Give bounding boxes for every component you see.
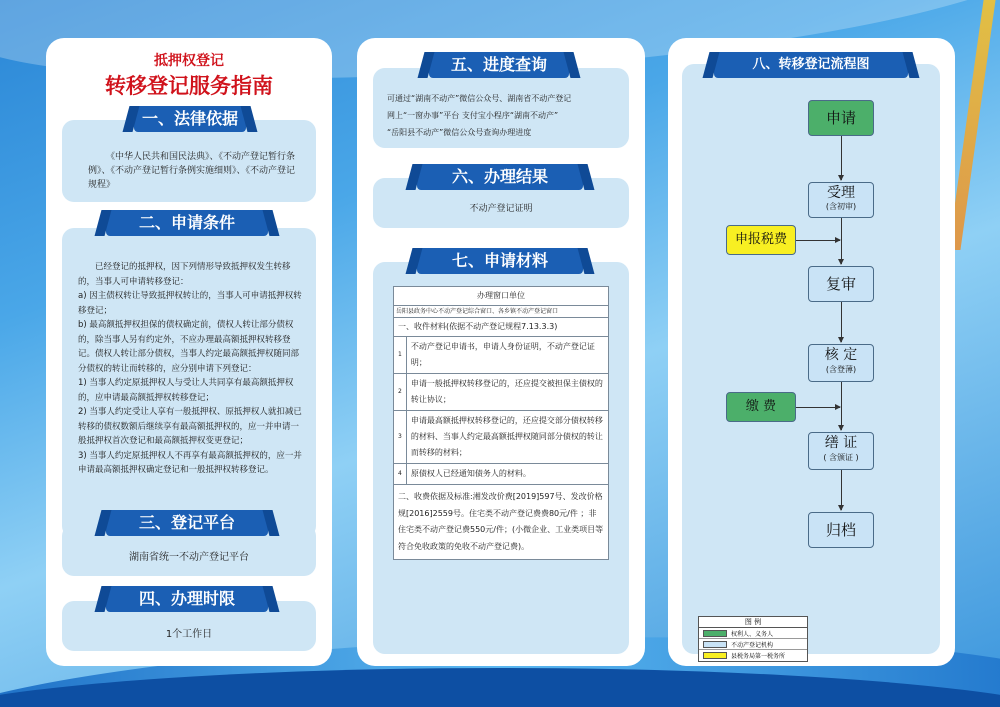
legend-swatch-green (703, 630, 727, 637)
node-issue-sub: ( 含颁证 ) (823, 453, 859, 462)
platform-text: 湖南省统一不动产登记平台 (129, 552, 249, 563)
progress-line-1: 可通过“湖南不动产”微信公众号、湖南省不动产登记 (387, 94, 572, 103)
condition-b: b) 最高额抵押权担保的债权确定前，债权人转让部分债权的，除当事人另有约定外，不应办理最高额抵押权转移登记。债权人转让部分债权，当事人约定最高额抵押权随同部分债权的转让而转移的，应分别申请下列登记： (78, 320, 300, 374)
item-num: 3 (394, 411, 407, 464)
legend-label: 县税务局第一税务所 (731, 653, 786, 660)
arrow-down (841, 470, 842, 510)
node-accept-label: 受理 (827, 185, 855, 201)
panel-flowchart (668, 38, 955, 666)
node-accept (808, 182, 874, 218)
materials-header: 一、收件材料(依据不动产登记规程7.13.3.3) (394, 318, 609, 337)
section-heading-materials: 七、申请材料 (417, 248, 583, 274)
legend-label: 不动产登记机构 (731, 641, 774, 649)
materials-table (393, 286, 609, 560)
page-title: 转移登记服务指南 (105, 74, 273, 98)
arrow-down (841, 302, 842, 342)
panel-query (357, 38, 645, 666)
subtitle: 抵押权登记 (154, 53, 224, 69)
time-limit-text: 1个工作日 (165, 629, 213, 640)
gold-stripe (948, 0, 995, 250)
arrow-right (796, 407, 840, 408)
condition-3: 3) 当事人约定原抵押权人不再享有最高额抵押权的，应一并申请最高额抵押权确定登记和一般抵押权转移登记。 (78, 450, 302, 475)
legend-swatch-blue (703, 641, 727, 648)
panel-guide (46, 38, 332, 666)
arrow-down (841, 382, 842, 430)
progress-line-3: “岳阳县不动产”微信公众号查询办理进度 (387, 128, 532, 137)
section-heading-legal-basis: 一、法律依据 (134, 106, 246, 132)
legend-item (699, 650, 807, 661)
arrow-right (796, 240, 840, 241)
node-verify (808, 344, 874, 382)
condition-1: 1) 当事人约定原抵押权人与受让人共同享有最高额抵押权的，应申请最高额抵押权转移登记； (78, 378, 294, 403)
node-tax-label: 申报税费 (734, 232, 787, 247)
legend-swatch-yellow (703, 652, 727, 659)
conditions-box (62, 228, 316, 538)
node-tax (726, 225, 796, 255)
progress-line-2: 网上“一窗办事”平台 支付宝小程序“湖南不动产” (387, 111, 559, 120)
legend (698, 616, 808, 662)
fee-text: 二、收费依据及标准:湘发改价费[2019]597号、发改价格规[2016]2559号。住宅类不动产登记费费80元/件 ；非住宅类不动产登记费550元/件；(小微企业、工业类项目等符合免收政策的免收不动产登记费)。 (394, 485, 609, 560)
condition-intro: 已经登记的抵押权，因下列情形导致抵押权发生转移的，当事人可申请转移登记： (78, 262, 291, 287)
item-text: 原债权人已经通知债务人的材料。 (406, 464, 608, 485)
legend-item (699, 639, 807, 650)
node-verify-sub: (含登薄) (825, 365, 857, 374)
arrow-down (841, 136, 842, 180)
item-text: 申请最高额抵押权转移登记的，还应提交部分债权转移的材料、当事人约定最高额抵押权随同部分债权的转让而转移的材料； (406, 411, 608, 464)
node-verify-label: 核 定 (824, 347, 858, 363)
unit-name: 岳阳县政务中心不动产登记综合窗口、各乡镇不动产登记窗口 (394, 306, 609, 318)
result-text: 不动产登记证明 (469, 204, 533, 214)
node-issue-label: 缮 证 (824, 435, 858, 451)
node-pay-label: 缴 费 (745, 399, 777, 414)
item-num: 4 (394, 464, 407, 485)
item-num: 1 (394, 337, 407, 374)
section-heading-conditions: 二、申请条件 (106, 210, 268, 236)
legal-basis-text: 《中华人民共和国民法典》、《不动产登记暂行条例》、《不动产登记暂行条例实施细则》、《不动产登记规程》 (88, 152, 296, 190)
arrow-down (841, 218, 842, 264)
section-heading-time-limit: 四、办理时限 (106, 586, 268, 612)
section-heading-result: 六、办理结果 (417, 164, 583, 190)
node-pay (726, 392, 796, 422)
section-heading-platform: 三、登记平台 (106, 510, 268, 536)
unit-header: 办理窗口单位 (394, 287, 609, 306)
node-archive (808, 512, 874, 548)
condition-2: 2) 当事人约定受让人享有一般抵押权、原抵押权人就扣减已转移的债权数额后继续享有最高额抵押权的，应一并申请一般抵押权首次登记和最高额抵押权变更登记； (78, 407, 302, 446)
node-review-label: 复审 (825, 275, 856, 293)
node-accept-sub: (含初审) (825, 202, 857, 211)
item-text: 申请一般抵押权转移登记的，还应提交被担保主债权的转让协议； (406, 374, 608, 411)
section-heading-flowchart: 八、转移登记流程图 (714, 52, 908, 78)
progress-box (373, 68, 629, 148)
legal-basis-box (62, 120, 316, 202)
item-text: 不动产登记申请书，申请人身份证明，不动产登记证明； (406, 337, 608, 374)
node-apply-label: 申请 (825, 109, 856, 127)
section-heading-progress: 五、进度查询 (429, 52, 569, 78)
legend-label: 权利人、义务人 (731, 630, 774, 638)
item-num: 2 (394, 374, 407, 411)
legend-title: 图 例 (699, 617, 807, 628)
node-issue (808, 432, 874, 470)
node-apply (808, 100, 874, 136)
node-archive-label: 归档 (825, 521, 856, 539)
condition-a: a) 因主债权转让导致抵押权转让的，当事人可申请抵押权转移登记； (78, 291, 302, 316)
node-review (808, 266, 874, 302)
legend-item (699, 628, 807, 639)
